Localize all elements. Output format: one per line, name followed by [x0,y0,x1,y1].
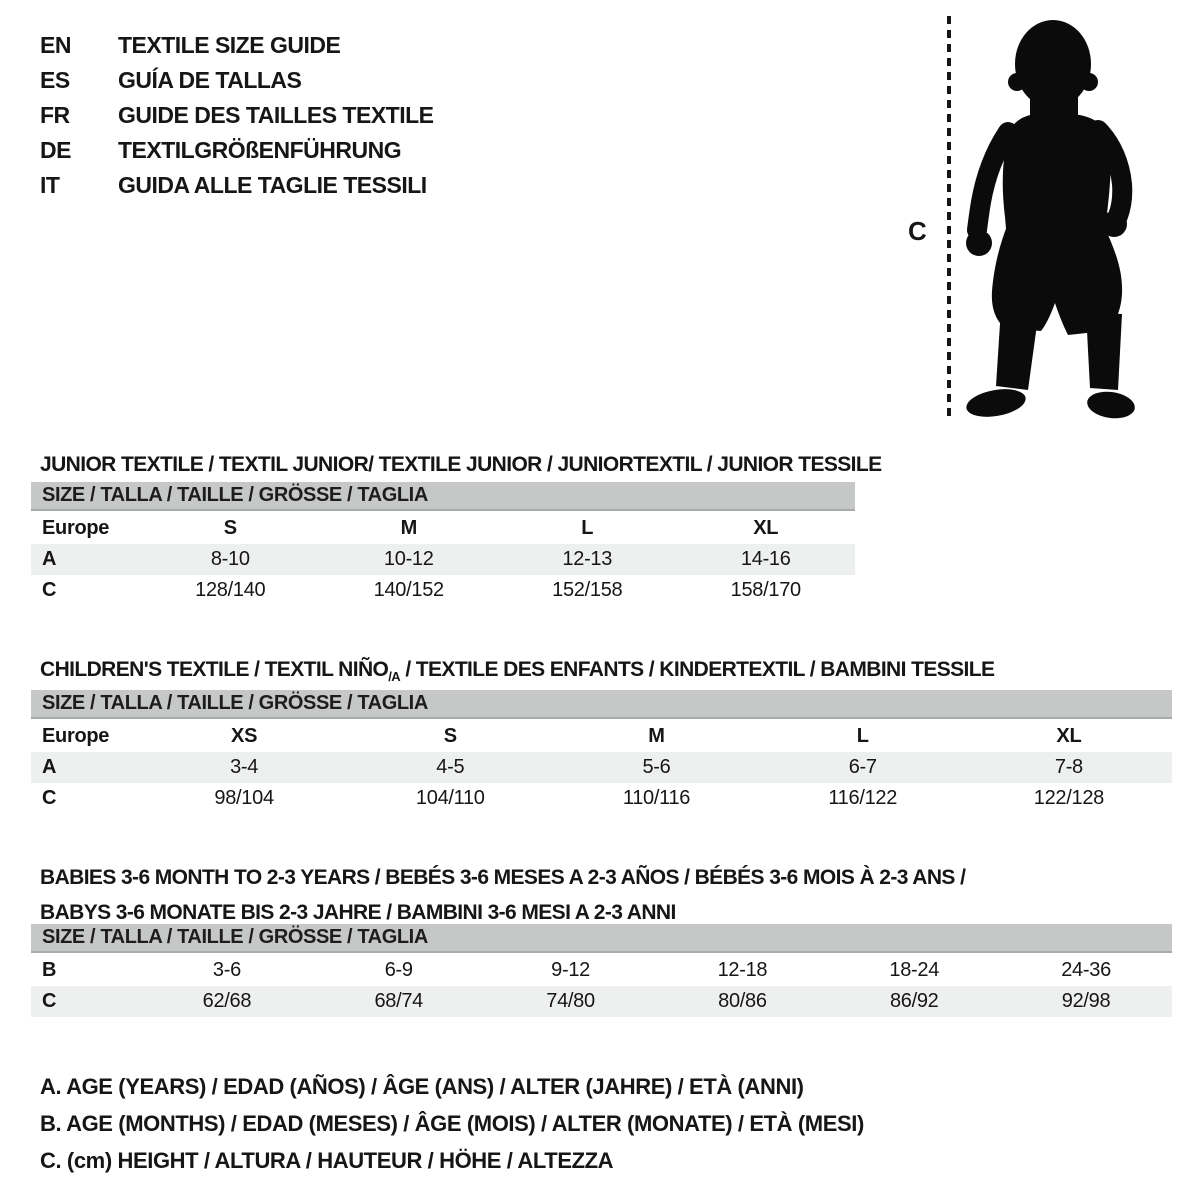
language-list [40,28,434,203]
value-cell: L [581,517,594,539]
table-row [31,544,855,575]
value-cell: M [400,517,417,539]
value-cell: 8-10 [210,548,250,570]
section-title-children-pre: CHILDREN'S TEXTILE / TEXTIL NIÑO [40,658,389,682]
language-title: GUIDE DES TAILLES TEXTILE [118,102,434,128]
language-title: GUIDA ALLE TAGLIE TESSILI [118,172,427,198]
row-label-cell: C [42,579,57,601]
value-cell: S [223,517,237,539]
legend-line-b: B. AGE (MONTHS) / EDAD (MESES) / ÂGE (MOIS) / ALTER (MONATE) / ETÀ (MESI) [40,1111,864,1136]
section-title-children-post: / TEXTILE DES ENFANTS / KINDERTEXTIL / BAMBINI TESSILE [400,658,995,682]
value-cell: 110/116 [622,787,691,809]
section-title-babies-line2: BABYS 3-6 MONATE BIS 2-3 JAHRE / BAMBINI 3-6 MESI A 2-3 ANNI [40,901,676,925]
value-cell: 104/110 [415,787,485,809]
language-row [40,98,434,133]
row-label-cell: A [42,548,57,570]
value-cell: 128/140 [195,579,266,601]
size-table-header: SIZE / TALLA / TAILLE / GRÖSSE / TAGLIA [31,482,855,511]
value-cell: 24-36 [1061,959,1111,981]
row-label-cell: C [42,787,57,809]
table-row [31,986,1172,1017]
legend-line-a: A. AGE (YEARS) / EDAD (AÑOS) / ÂGE (ANS) / ALTER (JAHRE) / ETÀ (ANNI) [40,1074,804,1099]
language-title: GUÍA DE TALLAS [118,67,302,93]
row-label-cell: Europe [42,517,110,539]
size-table-header: SIZE / TALLA / TAILLE / GRÖSSE / TAGLIA [31,924,1172,953]
value-cell: 5-6 [642,756,671,778]
section-title-children-sub: /A [388,669,401,685]
value-cell: 92/98 [1061,990,1111,1012]
value-cell: 116/122 [828,787,898,809]
section-title-children [40,658,994,684]
language-code: DE [40,137,71,163]
value-cell: 3-6 [212,959,241,981]
row-label-cell: Europe [42,725,110,747]
language-row [40,28,434,63]
measurement-legend [40,1068,864,1179]
value-cell: 6-7 [848,756,877,778]
value-cell: 6-9 [384,959,413,981]
value-cell: 140/152 [373,579,444,601]
language-code: IT [40,172,60,198]
value-cell: 10-12 [383,548,434,570]
table-row [31,752,1172,783]
section-title-junior: JUNIOR TEXTILE / TEXTIL JUNIOR/ TEXTILE JUNIOR / JUNIORTEXTIL / JUNIOR TESSILE [40,453,882,477]
value-cell: L [856,725,869,747]
value-cell: 12-13 [562,548,613,570]
language-code: EN [40,32,71,58]
value-cell: 68/74 [374,990,424,1012]
value-cell: 14-16 [740,548,791,570]
language-code: FR [40,102,70,128]
legend-line-c: C. (cm) HEIGHT / ALTURA / HAUTEUR / HÖHE / ALTEZZA [40,1148,614,1173]
value-cell: 12-18 [717,959,768,981]
section-title-babies-line1: BABIES 3-6 MONTH TO 2-3 YEARS / BEBÉS 3-6 MESES A 2-3 AÑOS / BÉBÉS 3-6 MOIS À 2-3 ANS / [40,866,966,890]
language-code: ES [40,67,70,93]
value-cell: 7-8 [1054,756,1083,778]
language-row [40,63,434,98]
value-cell: 86/92 [889,990,939,1012]
value-cell: 18-24 [889,959,940,981]
language-title: TEXTILGRÖßENFÜHRUNG [118,137,402,163]
table-row [31,783,1172,814]
row-label-cell: C [42,990,57,1012]
table-row [31,721,1172,752]
value-cell: 4-5 [436,756,465,778]
language-title: TEXTILE SIZE GUIDE [118,32,341,58]
value-cell: 152/158 [552,579,623,601]
toddler-silhouette-icon [958,12,1140,424]
value-cell: 74/80 [546,990,595,1012]
value-cell: 62/68 [202,990,252,1012]
value-cell: M [648,725,665,747]
size-table-header: SIZE / TALLA / TAILLE / GRÖSSE / TAGLIA [31,690,1172,719]
language-row [40,168,434,203]
value-cell: XL [753,517,779,539]
value-cell: 9-12 [551,959,590,981]
value-cell: 122/128 [1033,787,1104,809]
row-label-cell: B [42,959,57,981]
value-cell: 80/86 [718,990,767,1012]
size-table-babies [31,924,1172,1017]
table-row [31,513,855,544]
language-row [40,133,434,168]
value-cell: XS [231,725,258,747]
section-title-babies [40,860,965,930]
value-cell: XL [1056,725,1082,747]
value-cell: 98/104 [214,787,274,809]
row-label-cell: A [42,756,57,778]
size-table-children [31,690,1172,814]
table-row [31,955,1172,986]
height-dashed-line [947,16,951,418]
value-cell: S [443,725,457,747]
size-table-junior [31,482,855,606]
height-measure-label: C [908,216,927,246]
value-cell: 3-4 [230,756,259,778]
table-row [31,575,855,606]
value-cell: 158/170 [730,579,801,601]
